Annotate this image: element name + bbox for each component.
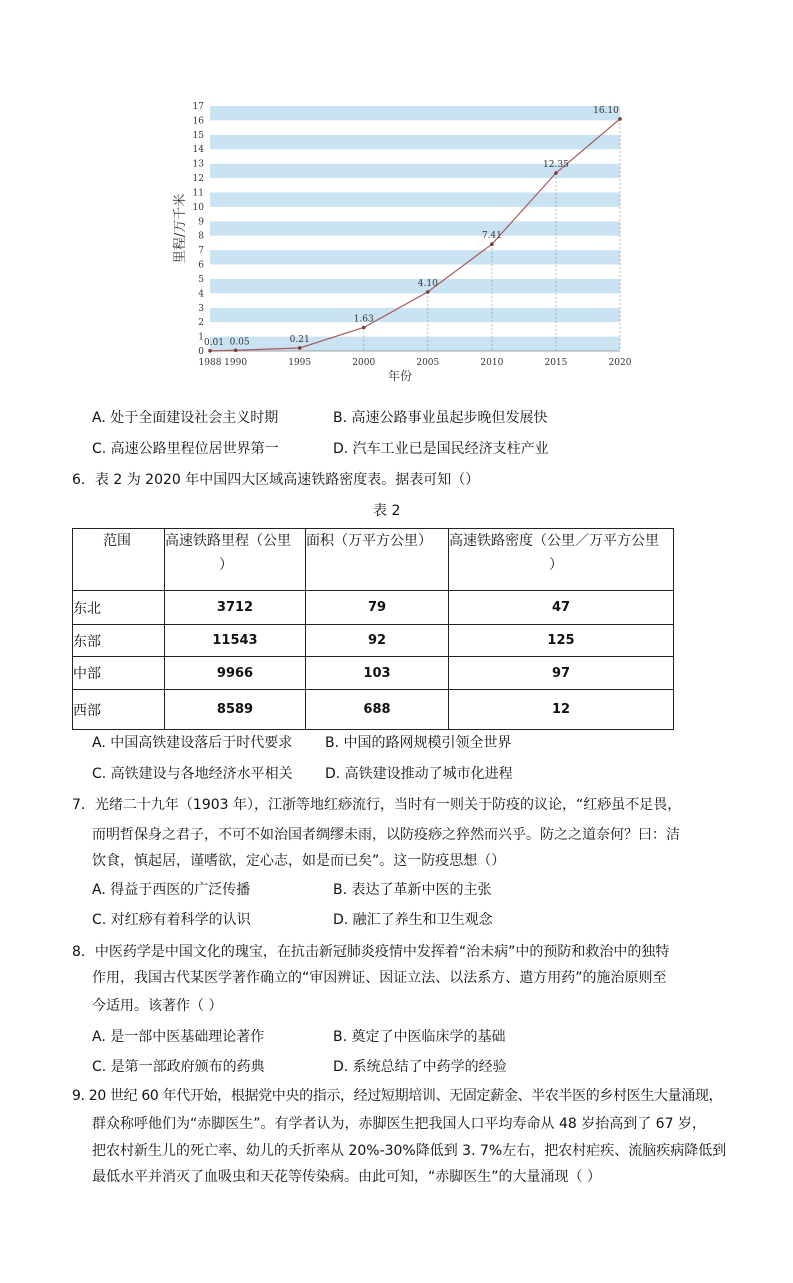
x-tick-label: 2020: [608, 358, 632, 368]
y-tick-label: 13: [192, 159, 204, 170]
table-row: [73, 657, 674, 690]
q8-option-a[interactable]: A. 是一部中医基础理论著作: [92, 1029, 265, 1045]
q7-option-d[interactable]: D. 融汇了养生和卫生观念: [333, 912, 493, 928]
data-label: 1.63: [353, 314, 374, 325]
y-axis-label: 里程/万千米: [173, 193, 188, 264]
data-label: 0.05: [229, 337, 250, 348]
chart-grid-stripes: [210, 106, 620, 351]
grid-stripe: [210, 308, 620, 322]
q5-option-c[interactable]: C. 高速公路里程位居世界第一: [92, 441, 279, 457]
header-rail-density: 高速铁路密度（公里／万平方公里: [449, 533, 659, 549]
y-tick-label: 0: [198, 347, 204, 357]
data-label: 12.35: [543, 160, 569, 171]
q7-option-a[interactable]: A. 得益于西医的广泛传播: [92, 882, 251, 898]
header-area: 面积（万平方公里）: [306, 533, 432, 549]
q8-stem-line-1: 8．中医药学是中国文化的瑰宝，在抗击新冠肺炎疫情中发挥着“治未病”中的预防和救治中的独特: [72, 944, 670, 960]
q8-option-d[interactable]: D. 系统总结了中药学的经验: [333, 1059, 507, 1075]
q6-option-c[interactable]: C. 高铁建设与各地经济水平相关: [92, 766, 293, 782]
cell-mileage: 8589: [165, 690, 306, 730]
data-point: [208, 349, 212, 353]
q7-stem-line-2: 而明哲保身之君子，不可不如治国者绸缪未雨，以防疫痧之猝然而兴乎。防之之道奈何？曰：洁: [92, 827, 680, 843]
grid-stripe: [210, 322, 620, 336]
cell-region: 西部: [73, 690, 165, 730]
cell-area: 688: [306, 690, 449, 730]
q7-option-c[interactable]: C. 对红痧有着科学的认识: [92, 912, 251, 928]
cell-density: 12: [449, 690, 674, 730]
rail-density-table: [72, 528, 674, 730]
data-label: 0.21: [289, 334, 310, 345]
y-tick-label: 14: [192, 145, 204, 156]
cell-region: 中部: [73, 657, 165, 690]
y-tick-label: 5: [198, 274, 204, 285]
cell-density: 125: [449, 625, 674, 657]
y-tick-label: 12: [192, 174, 204, 185]
y-tick-label: 7: [198, 246, 204, 257]
data-point: [298, 346, 302, 350]
q9-stem-line-4: 最低水平并消灭了血吸虫和天花等传染病。由此可知，“赤脚医生”的大量涌现（ ）: [92, 1169, 601, 1185]
grid-stripe: [210, 178, 620, 192]
cell-region: 东北: [73, 591, 165, 625]
q7-option-b[interactable]: B. 表达了革新中医的主张: [333, 882, 492, 898]
x-tick-label: 1990: [224, 358, 248, 368]
y-tick-label: 3: [198, 303, 204, 314]
y-axis-ticks: [193, 102, 205, 357]
y-tick-label: 15: [192, 130, 204, 141]
x-tick-label: 1995: [288, 358, 312, 368]
data-point: [618, 117, 622, 121]
x-tick-label: 2010: [480, 358, 504, 368]
grid-stripe: [210, 236, 620, 250]
data-point: [490, 242, 494, 246]
q9-stem-line-2: 群众称呼他们为“赤脚医生”。有学者认为，赤脚医生把我国人口平均寿命从 48 岁抬高到了 67 岁，: [92, 1116, 706, 1132]
y-tick-label: 4: [198, 289, 204, 300]
data-point: [362, 326, 366, 330]
q8-option-c[interactable]: C. 是第一部政府颁布的药典: [92, 1059, 265, 1075]
table-row: [73, 690, 674, 730]
y-tick-label: 9: [198, 217, 204, 228]
x-tick-label: 1988: [198, 358, 222, 368]
grid-stripe: [210, 106, 620, 120]
q8-option-b[interactable]: B. 奠定了中医临床学的基础: [333, 1029, 506, 1045]
grid-stripe: [210, 135, 620, 149]
table-row: [73, 591, 674, 625]
q9-stem-line-1: 9. 20 世纪 60 年代开始，根据党中央的指示，经过短期培训、无固定薪金、半农半医的乡村医生大量涌现，: [72, 1088, 723, 1104]
y-tick-label: 10: [192, 202, 204, 213]
cell-region: 东部: [73, 625, 165, 657]
table-header-row: [73, 529, 674, 591]
grid-stripe: [210, 120, 620, 134]
grid-stripe: [210, 279, 620, 293]
header-rail-mileage-cont: ）: [219, 557, 233, 573]
grid-stripe: [210, 221, 620, 235]
table-row: [73, 625, 674, 657]
data-label: 4.10: [417, 278, 438, 289]
header-rail-mileage: 高速铁路里程（公里: [165, 533, 291, 549]
grid-stripe: [210, 293, 620, 307]
y-tick-label: 17: [192, 102, 204, 112]
x-tick-label: 2005: [416, 358, 440, 368]
x-tick-label: 2015: [544, 358, 568, 368]
q6-option-a[interactable]: A. 中国高铁建设落后于时代要求: [92, 735, 293, 751]
grid-stripe: [210, 265, 620, 279]
table-title: 表 2: [373, 503, 401, 519]
cell-area: 92: [306, 625, 449, 657]
q6-option-b[interactable]: B. 中国的路网规模引领全世界: [325, 735, 512, 751]
q8-stem-line-2: 作用，我国古代某医学著作确立的“审因辨证、因证立法、以法系方、遣方用药”的施治原则至: [92, 970, 667, 986]
header-range: 范围: [103, 533, 131, 549]
q6-stem: 6．表 2 为 2020 年中国四大区域高速铁路密度表。据表可知（）: [72, 472, 480, 488]
data-label: 7.41: [481, 231, 502, 242]
y-tick-label: 11: [192, 188, 204, 199]
q7-stem-line-3: 饮食，慎起居，谨嗜欲，定心志，如是而已矣”。这一防疫思想（）: [92, 853, 506, 869]
q9-stem-line-3: 把农村新生儿的死亡率、幼儿的夭折率从 20%-30%降低到 3. 7%左右，把农村疟疾、流脑疾病降低到: [92, 1143, 727, 1159]
grid-stripe: [210, 192, 620, 206]
x-tick-label: 2000: [352, 358, 376, 368]
y-tick-label: 16: [192, 116, 204, 127]
header-rail-density-cont: ）: [549, 557, 563, 573]
y-tick-label: 8: [198, 231, 204, 242]
data-label: 0.01: [203, 337, 225, 348]
data-point: [426, 290, 430, 294]
data-label: 16.10: [593, 105, 619, 116]
y-tick-label: 2: [198, 318, 204, 329]
cell-area: 103: [306, 657, 449, 690]
cell-mileage: 9966: [165, 657, 306, 690]
x-axis-label: 年份: [387, 369, 413, 383]
grid-stripe: [210, 250, 620, 264]
q5-option-b[interactable]: B. 高速公路事业虽起步晚但发展快: [333, 410, 548, 426]
cell-mileage: 11543: [165, 625, 306, 657]
data-point: [234, 348, 238, 352]
highway-mileage-chart: [168, 94, 632, 394]
q5-option-a[interactable]: A. 处于全面建设社会主义时期: [92, 410, 279, 426]
q8-stem-line-3: 今适用。该著作（ ）: [92, 998, 223, 1014]
grid-stripe: [210, 207, 620, 221]
data-point: [554, 171, 558, 175]
cell-density: 97: [449, 657, 674, 690]
q6-option-d[interactable]: D. 高铁建设推动了城市化进程: [325, 766, 513, 782]
cell-density: 47: [449, 591, 674, 625]
q5-option-d[interactable]: D. 汽车工业已是国民经济支柱产业: [333, 441, 549, 457]
y-tick-label: 6: [198, 260, 204, 271]
cell-area: 79: [306, 591, 449, 625]
q7-stem-line-1: 7．光绪二十九年（1903 年），江浙等地红痧流行，当时有一则关于防疫的议论，“红痧虽不足畏，: [72, 797, 682, 813]
cell-mileage: 3712: [165, 591, 306, 625]
x-axis-ticks: [199, 358, 632, 368]
y-tick-label: 1: [198, 332, 204, 343]
